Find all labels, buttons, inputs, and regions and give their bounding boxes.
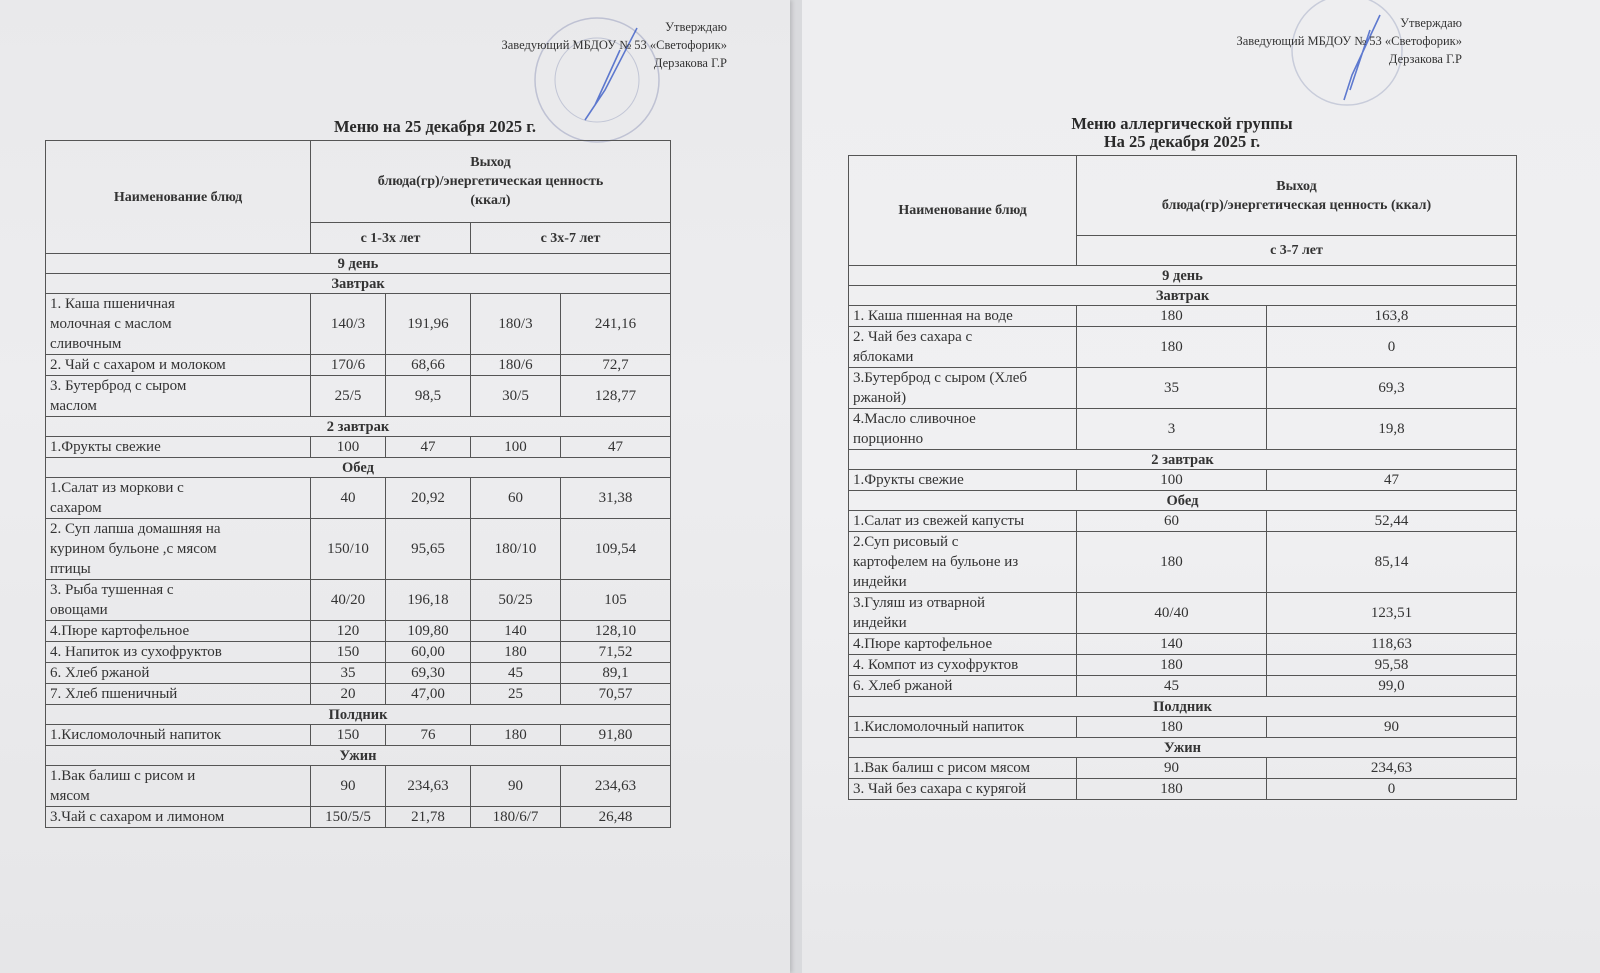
dish-name: 1.Салат из моркови с сахаром <box>46 478 311 519</box>
energy-kcal: 191,96 <box>386 294 471 355</box>
menu-sheet-allergy <box>802 0 1600 973</box>
energy-kcal: 76 <box>386 725 471 746</box>
menu-item-row <box>46 766 671 807</box>
menu-item-row <box>849 676 1517 697</box>
portion-grams: 45 <box>471 663 561 684</box>
energy-kcal: 60,00 <box>386 642 471 663</box>
portion-grams: 180 <box>471 725 561 746</box>
approval-signatory: Дерзакова Г.Р <box>1388 52 1462 66</box>
menu-table <box>45 140 671 828</box>
energy-kcal: 71,52 <box>561 642 671 663</box>
section-row <box>849 491 1517 511</box>
energy-kcal: 128,10 <box>561 621 671 642</box>
portion-grams: 180/6 <box>471 355 561 376</box>
energy-kcal: 47 <box>561 437 671 458</box>
energy-kcal: 234,63 <box>561 766 671 807</box>
menu-item-row <box>46 437 671 458</box>
title-line-1: Меню аллергической группы <box>1071 114 1293 133</box>
dish-name: 4.Пюре картофельное <box>46 621 311 642</box>
menu-item-row <box>849 306 1517 327</box>
section-label: 9 день <box>46 254 671 274</box>
dish-name: 1.Вак балиш с рисом мясом <box>849 758 1077 779</box>
section-row <box>46 274 671 294</box>
energy-kcal: 98,5 <box>386 376 471 417</box>
section-row <box>46 254 671 274</box>
section-row <box>46 705 671 725</box>
portion-grams: 60 <box>1077 511 1267 532</box>
portion-grams: 170/6 <box>311 355 386 376</box>
menu-item-row <box>849 779 1517 800</box>
portion-grams: 100 <box>471 437 561 458</box>
energy-kcal: 31,38 <box>561 478 671 519</box>
menu-item-row <box>849 655 1517 676</box>
energy-kcal: 69,30 <box>386 663 471 684</box>
portion-grams: 25 <box>471 684 561 705</box>
menu-item-row <box>849 593 1517 634</box>
menu-item-row <box>46 478 671 519</box>
dish-name: 3. Чай без сахара с курягой <box>849 779 1077 800</box>
portion-grams: 40 <box>311 478 386 519</box>
energy-kcal: 95,65 <box>386 519 471 580</box>
menu-item-row <box>46 807 671 828</box>
energy-kcal: 109,80 <box>386 621 471 642</box>
section-row <box>849 697 1517 717</box>
portion-grams: 90 <box>471 766 561 807</box>
menu-item-row <box>849 511 1517 532</box>
portion-grams: 40/20 <box>311 580 386 621</box>
dish-name: 6. Хлеб ржаной <box>46 663 311 684</box>
dish-name: 4.Масло сливочное порционно <box>849 409 1077 450</box>
portion-grams: 35 <box>1077 368 1267 409</box>
section-label: 2 завтрак <box>849 450 1517 470</box>
dish-name: 3.Чай с сахаром и лимоном <box>46 807 311 828</box>
portion-grams: 150 <box>311 725 386 746</box>
approval-line: Утверждаю <box>665 20 727 34</box>
menu-item-row <box>46 580 671 621</box>
section-label: Полдник <box>849 697 1517 717</box>
energy-kcal: 47 <box>1267 470 1517 491</box>
page-title: Меню на 25 декабря 2025 г. <box>334 117 536 136</box>
portion-grams: 3 <box>1077 409 1267 450</box>
energy-kcal: 123,51 <box>1267 593 1517 634</box>
energy-kcal: 163,8 <box>1267 306 1517 327</box>
portion-grams: 180 <box>471 642 561 663</box>
portion-grams: 140 <box>1077 634 1267 655</box>
portion-grams: 150/10 <box>311 519 386 580</box>
energy-kcal: 128,77 <box>561 376 671 417</box>
dish-name: 2. Чай без сахара с яблоками <box>849 327 1077 368</box>
energy-kcal: 52,44 <box>1267 511 1517 532</box>
menu-item-row <box>849 327 1517 368</box>
section-row <box>46 746 671 766</box>
portion-grams: 150/5/5 <box>311 807 386 828</box>
energy-kcal: 91,80 <box>561 725 671 746</box>
dish-name: 4. Напиток из сухофруктов <box>46 642 311 663</box>
portion-grams: 45 <box>1077 676 1267 697</box>
portion-grams: 30/5 <box>471 376 561 417</box>
approval-block <box>1236 14 1462 68</box>
energy-kcal: 196,18 <box>386 580 471 621</box>
menu-item-row <box>46 725 671 746</box>
dish-name: 1.Вак балиш с рисом и мясом <box>46 766 311 807</box>
energy-kcal: 0 <box>1267 327 1517 368</box>
energy-kcal: 95,58 <box>1267 655 1517 676</box>
dish-name: 4.Пюре картофельное <box>849 634 1077 655</box>
section-label: 2 завтрак <box>46 417 671 437</box>
energy-kcal: 99,0 <box>1267 676 1517 697</box>
portion-grams: 180 <box>1077 327 1267 368</box>
portion-grams: 40/40 <box>1077 593 1267 634</box>
portion-grams: 90 <box>1077 758 1267 779</box>
energy-kcal: 241,16 <box>561 294 671 355</box>
portion-grams: 180 <box>1077 306 1267 327</box>
section-label: Ужин <box>849 738 1517 758</box>
menu-item-row <box>46 355 671 376</box>
portion-grams: 150 <box>311 642 386 663</box>
portion-grams: 180 <box>1077 779 1267 800</box>
approval-position: Заведующий МБДОУ № 53 «Светофорик» <box>1236 34 1462 48</box>
dish-name: 1.Салат из свежей капусты <box>849 511 1077 532</box>
section-row <box>849 450 1517 470</box>
energy-kcal: 234,63 <box>1267 758 1517 779</box>
approval-line: Утверждаю <box>1400 16 1462 30</box>
section-row <box>849 266 1517 286</box>
portion-grams: 180/6/7 <box>471 807 561 828</box>
menu-item-row <box>849 532 1517 593</box>
portion-grams: 50/25 <box>471 580 561 621</box>
section-label: Завтрак <box>46 274 671 294</box>
section-row <box>849 286 1517 306</box>
dish-name: 6. Хлеб ржаной <box>849 676 1077 697</box>
menu-item-row <box>46 663 671 684</box>
section-label: 9 день <box>849 266 1517 286</box>
dish-name: 1. Каша пшеничная молочная с маслом сливочным <box>46 294 311 355</box>
energy-kcal: 68,66 <box>386 355 471 376</box>
dish-name: 7. Хлеб пшеничный <box>46 684 311 705</box>
title-line-2: На 25 декабря 2025 г. <box>1103 132 1261 151</box>
header-dish-name: Наименование блюд <box>849 156 1077 266</box>
section-row <box>46 417 671 437</box>
energy-kcal: 21,78 <box>386 807 471 828</box>
portion-grams: 60 <box>471 478 561 519</box>
menu-item-row <box>46 294 671 355</box>
dish-name: 2.Суп рисовый с картофелем на бульоне из индейки <box>849 532 1077 593</box>
energy-kcal: 72,7 <box>561 355 671 376</box>
menu-item-row <box>46 621 671 642</box>
approval-position: Заведующий МБДОУ № 53 «Светофорик» <box>501 38 727 52</box>
menu-item-row <box>849 409 1517 450</box>
section-label: Ужин <box>46 746 671 766</box>
dish-name: 1.Кисломолочный напиток <box>46 725 311 746</box>
portion-grams: 100 <box>1077 470 1267 491</box>
portion-grams: 180/3 <box>471 294 561 355</box>
energy-kcal: 69,3 <box>1267 368 1517 409</box>
dish-name: 3. Рыба тушенная с овощами <box>46 580 311 621</box>
approval-block <box>501 18 727 72</box>
portion-grams: 25/5 <box>311 376 386 417</box>
menu-item-row <box>46 642 671 663</box>
header-yield: Выход блюда(гр)/энергетическая ценность (ккал) <box>311 141 671 223</box>
section-label: Обед <box>46 458 671 478</box>
portion-grams: 120 <box>311 621 386 642</box>
header-yield: Выход блюда(гр)/энергетическая ценность (ккал) <box>1077 156 1517 236</box>
energy-kcal: 70,57 <box>561 684 671 705</box>
portion-grams: 90 <box>311 766 386 807</box>
energy-kcal: 89,1 <box>561 663 671 684</box>
energy-kcal: 234,63 <box>386 766 471 807</box>
menu-item-row <box>46 519 671 580</box>
energy-kcal: 85,14 <box>1267 532 1517 593</box>
dish-name: 1.Кисломолочный напиток <box>849 717 1077 738</box>
menu-item-row <box>46 684 671 705</box>
energy-kcal: 109,54 <box>561 519 671 580</box>
energy-kcal: 19,8 <box>1267 409 1517 450</box>
portion-grams: 180 <box>1077 717 1267 738</box>
section-label: Завтрак <box>849 286 1517 306</box>
portion-grams: 35 <box>311 663 386 684</box>
menu-item-row <box>849 634 1517 655</box>
allergy-menu-table <box>848 155 1517 800</box>
approval-signatory: Дерзакова Г.Р <box>653 56 727 70</box>
energy-kcal: 105 <box>561 580 671 621</box>
energy-kcal: 0 <box>1267 779 1517 800</box>
portion-grams: 140/3 <box>311 294 386 355</box>
energy-kcal: 118,63 <box>1267 634 1517 655</box>
section-row <box>46 458 671 478</box>
menu-item-row <box>46 376 671 417</box>
dish-name: 3.Бутерброд с сыром (Хлеб ржаной) <box>849 368 1077 409</box>
energy-kcal: 26,48 <box>561 807 671 828</box>
dish-name: 4. Компот из сухофруктов <box>849 655 1077 676</box>
dish-name: 1.Фрукты свежие <box>849 470 1077 491</box>
energy-kcal: 90 <box>1267 717 1517 738</box>
dish-name: 1.Фрукты свежие <box>46 437 311 458</box>
header-age-3-7: с 3-7 лет <box>1077 236 1517 266</box>
section-row <box>849 738 1517 758</box>
header-age-1-3: с 1-3х лет <box>311 223 471 254</box>
dish-name: 1. Каша пшенная на воде <box>849 306 1077 327</box>
energy-kcal: 47,00 <box>386 684 471 705</box>
menu-item-row <box>849 470 1517 491</box>
header-age-3-7: с 3х-7 лет <box>471 223 671 254</box>
dish-name: 3.Гуляш из отварной индейки <box>849 593 1077 634</box>
dish-name: 3. Бутерброд с сыром маслом <box>46 376 311 417</box>
portion-grams: 140 <box>471 621 561 642</box>
menu-item-row <box>849 368 1517 409</box>
portion-grams: 180 <box>1077 532 1267 593</box>
section-label: Обед <box>849 491 1517 511</box>
energy-kcal: 20,92 <box>386 478 471 519</box>
portion-grams: 100 <box>311 437 386 458</box>
menu-item-row <box>849 758 1517 779</box>
menu-item-row <box>849 717 1517 738</box>
header-dish-name: Наименование блюд <box>46 141 311 254</box>
portion-grams: 20 <box>311 684 386 705</box>
dish-name: 2. Чай с сахаром и молоком <box>46 355 311 376</box>
portion-grams: 180 <box>1077 655 1267 676</box>
menu-sheet-general <box>0 0 790 973</box>
portion-grams: 180/10 <box>471 519 561 580</box>
section-label: Полдник <box>46 705 671 725</box>
dish-name: 2. Суп лапша домашняя на курином бульоне ,с мясом птицы <box>46 519 311 580</box>
page-title <box>982 115 1382 151</box>
energy-kcal: 47 <box>386 437 471 458</box>
